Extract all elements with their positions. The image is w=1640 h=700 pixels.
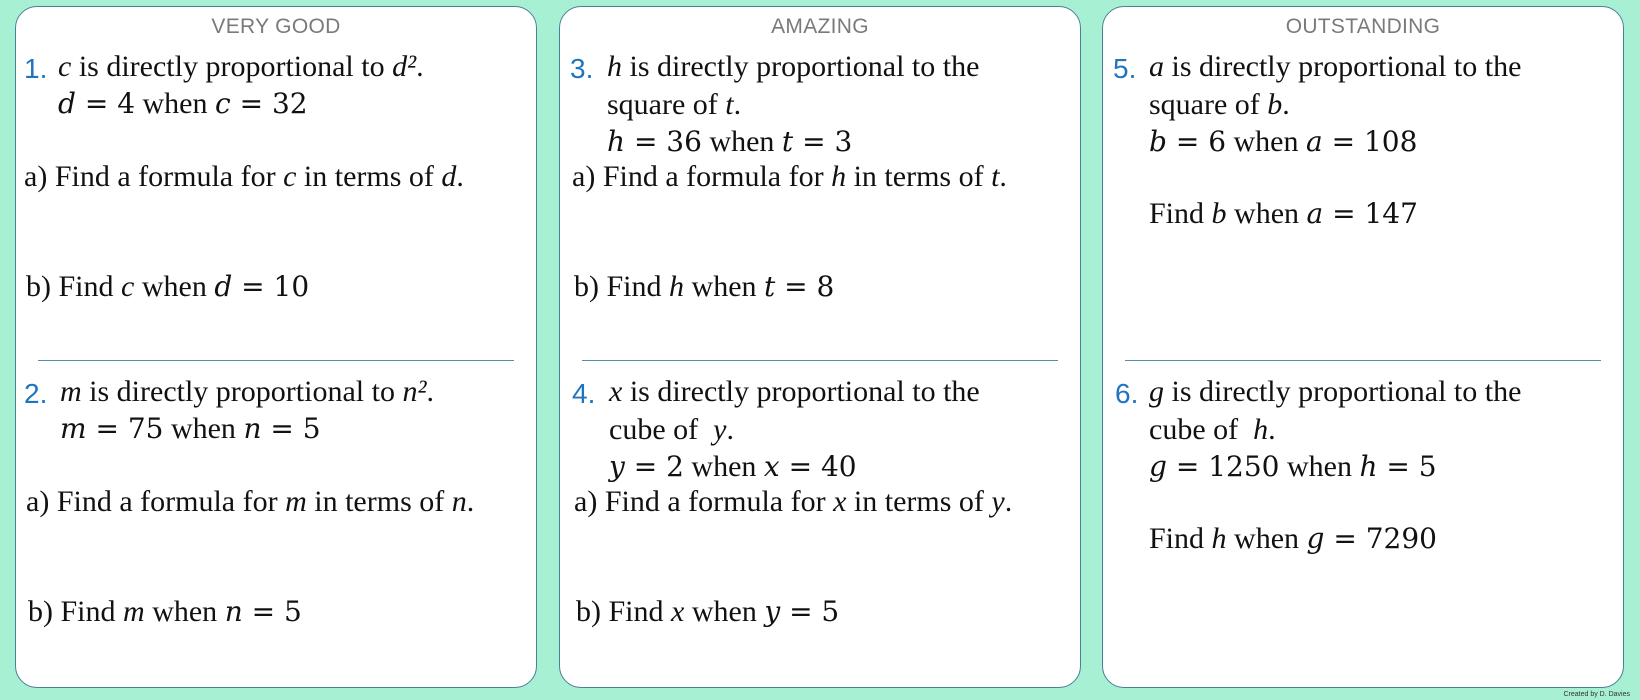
variable: h [607, 125, 626, 158]
part-b [576, 597, 839, 627]
variable: h [1253, 413, 1269, 446]
variable: x [609, 375, 623, 408]
part-text: in terms of [306, 485, 452, 518]
part-text: when [1226, 197, 1307, 230]
variable: a [1306, 125, 1323, 158]
divider [1125, 360, 1601, 361]
given-values [609, 452, 857, 482]
part-text: in terms of [296, 160, 442, 193]
statement-text: square of [1149, 88, 1268, 121]
equation-value: = 3 [793, 125, 853, 158]
question-statement [609, 377, 980, 407]
part-label: b) [26, 270, 51, 303]
variable: y [609, 450, 625, 483]
part-label: a) [572, 160, 596, 193]
part-b [28, 597, 302, 627]
variable: c [121, 270, 135, 303]
part-text: Find a formula for [602, 160, 832, 193]
variable: g [1306, 522, 1325, 555]
part-text: Find [608, 595, 672, 628]
variable: n [243, 412, 262, 445]
statement-text: is directly proportional to the [622, 50, 980, 83]
when-text: when [135, 87, 215, 120]
statement-text: cube of [609, 413, 714, 446]
equation-value: = 75 [86, 412, 164, 445]
part-label: a) [24, 160, 48, 193]
punctuation: . [466, 485, 475, 518]
variable: m [285, 485, 307, 518]
part-a [572, 162, 1007, 192]
part-a [24, 162, 464, 192]
question-statement [1149, 52, 1521, 82]
question-statement [58, 52, 424, 82]
punctuation: . [999, 160, 1007, 193]
equation-value: = 2 [624, 450, 684, 483]
variable: m [60, 412, 87, 445]
equation-value: = 5 [1377, 450, 1437, 483]
given-values [1149, 452, 1437, 482]
equation-value: = 4 [75, 87, 136, 120]
variable: n² [402, 375, 427, 408]
when-text: when [1279, 450, 1360, 483]
part-text: in terms of [846, 160, 992, 193]
question-statement-cont [609, 415, 734, 445]
question-number: 4. [572, 378, 596, 409]
question-statement-cont [1149, 90, 1290, 120]
part-text: when [1226, 522, 1307, 555]
question-statement-cont [607, 90, 741, 120]
question-number: 6. [1115, 378, 1139, 409]
punctuation: . [416, 50, 424, 83]
equation-value: = 32 [230, 87, 308, 120]
card-very-good [15, 6, 537, 688]
equation-value: = 5 [780, 595, 840, 628]
variable: c [283, 160, 297, 193]
divider [582, 360, 1058, 361]
when-text: when [163, 412, 244, 445]
part-label: b) [574, 270, 599, 303]
question-statement [1149, 377, 1521, 407]
punctuation: . [733, 88, 742, 121]
variable: y [764, 595, 781, 628]
equation-value: = 5 [261, 412, 321, 445]
variable: n [224, 595, 243, 628]
equation-value: = 1250 [1166, 450, 1280, 483]
part-b [26, 272, 309, 302]
statement-text: square of [607, 88, 726, 121]
variable: y [991, 485, 1005, 518]
statement-text: is directly proportional to [71, 50, 393, 83]
variable: n [451, 485, 467, 518]
variable: a [1149, 50, 1164, 83]
question-statement [607, 52, 979, 82]
statement-text: cube of [1149, 413, 1254, 446]
punctuation: . [456, 160, 464, 193]
find-question [1149, 524, 1437, 554]
variable: d [214, 270, 233, 303]
part-text: Find [60, 595, 124, 628]
variable: h [669, 270, 685, 303]
part-text: in terms of [846, 485, 992, 518]
part-text: Find a formula for [604, 485, 834, 518]
part-text: Find [58, 270, 122, 303]
part-a [26, 487, 474, 517]
given-values [60, 414, 321, 444]
when-text: when [683, 450, 764, 483]
variable: y [713, 413, 727, 446]
part-label: b) [28, 595, 53, 628]
statement-text: is directly proportional to the [1164, 50, 1522, 83]
variable: t [764, 270, 776, 303]
variable: t [991, 160, 1000, 193]
question-statement [60, 377, 434, 407]
question-number: 3. [570, 53, 594, 84]
variable: m [123, 595, 145, 628]
when-text: when [1226, 125, 1306, 158]
variable: h [831, 160, 847, 193]
equation-value: = 8 [775, 270, 835, 303]
variable: m [60, 375, 82, 408]
part-text: Find a formula for [56, 485, 286, 518]
part-text: when [144, 595, 225, 628]
variable: b [1211, 197, 1227, 230]
variable: t [725, 88, 734, 121]
equation-value: = 36 [625, 125, 702, 158]
given-values [607, 127, 852, 157]
divider [38, 360, 514, 361]
equation-value: = 5 [242, 595, 302, 628]
variable: x [671, 595, 685, 628]
punctuation: . [1282, 88, 1290, 121]
credit-text: Created by D. Davies [1563, 691, 1630, 698]
statement-text: is directly proportional to the [622, 375, 980, 408]
equation-value: = 108 [1322, 125, 1418, 158]
variable: g [1149, 375, 1164, 408]
part-text: Find a formula for [54, 160, 284, 193]
equation-value: = 40 [779, 450, 857, 483]
question-number: 5. [1113, 53, 1137, 84]
equation-value: = 147 [1323, 197, 1418, 230]
punctuation: . [1004, 485, 1013, 518]
statement-text: is directly proportional to [81, 375, 403, 408]
question-statement-cont [1149, 415, 1276, 445]
statement-text: is directly proportional to the [1164, 375, 1522, 408]
punctuation: . [426, 375, 434, 408]
variable: d [58, 87, 76, 120]
find-question [1149, 199, 1418, 229]
variable: b [1149, 125, 1167, 158]
variable: b [1267, 88, 1283, 121]
punctuation: . [726, 413, 734, 446]
part-label: a) [574, 485, 598, 518]
card-title: VERY GOOD [211, 15, 341, 38]
variable: g [1149, 450, 1167, 483]
question-number: 1. [24, 53, 48, 84]
variable: d [441, 160, 457, 193]
card-title: OUTSTANDING [1285, 15, 1441, 38]
part-a [574, 487, 1012, 517]
part-text: when [684, 270, 765, 303]
variable: t [781, 125, 794, 158]
part-text: when [684, 595, 765, 628]
card-title: AMAZING [771, 15, 869, 38]
given-values [58, 89, 308, 119]
variable: h [607, 50, 622, 83]
part-text: Find [1149, 197, 1212, 230]
question-number: 2. [24, 378, 48, 409]
variable: c [215, 87, 231, 120]
when-text: when [701, 125, 782, 158]
part-text: Find [606, 270, 670, 303]
card-amazing [559, 6, 1081, 688]
variable: x [833, 485, 847, 518]
variable: h [1211, 522, 1227, 555]
given-values [1149, 127, 1417, 157]
variable: a [1306, 197, 1324, 230]
variable: d² [392, 50, 417, 83]
part-text: Find [1149, 522, 1212, 555]
variable: c [58, 50, 72, 83]
variable: x [763, 450, 780, 483]
part-label: a) [26, 485, 50, 518]
variable: h [1359, 450, 1378, 483]
punctuation: . [1268, 413, 1276, 446]
equation-value: = 6 [1166, 125, 1227, 158]
equation-value: = 10 [232, 270, 310, 303]
card-outstanding [1102, 6, 1624, 688]
equation-value: = 7290 [1324, 522, 1437, 555]
part-text: when [134, 270, 215, 303]
part-label: b) [576, 595, 601, 628]
part-b [574, 272, 834, 302]
